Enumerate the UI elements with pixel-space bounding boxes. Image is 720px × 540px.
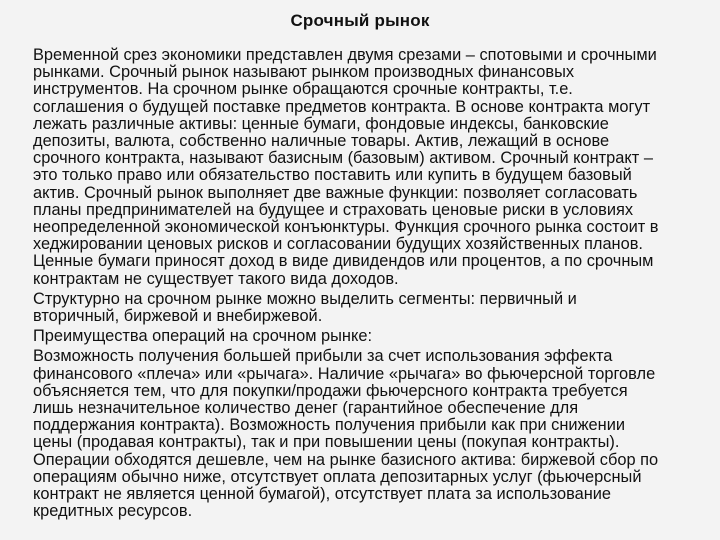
text-line: это только право или обязательство поставить или купить в будущем базовый — [33, 166, 632, 185]
slide-body — [33, 47, 715, 523]
text-line: Временной срез экономики представлен двумя срезами – спотовыми и срочными — [33, 46, 657, 64]
text-line: Возможность получения большей прибыли за счет использования эффекта — [33, 347, 613, 366]
text-line: депозиты, валюта, собственно наличные товары. Актив, лежащий в основе — [33, 132, 610, 151]
text-line: контрактам не существует такого вида доходов. — [33, 269, 399, 288]
text-line: планы предпринимателей на будущее и страховать ценовые риски в условиях — [33, 200, 634, 219]
text-line: инструментов. На срочном рынке обращаются срочные контракты, т.е. — [33, 80, 573, 99]
text-line: операциям обычно ниже, отсутствует оплата депозитарных услуг (фьючерсный — [33, 467, 642, 486]
text-line: неопределенной экономической конъюнктуры. Функция срочного рынка состоит в — [33, 218, 659, 237]
paragraph — [33, 348, 715, 520]
text-line: лежать различные активы: ценные бумаги, фондовые индексы, банковские — [33, 114, 609, 133]
paragraph — [33, 47, 715, 288]
text-line: Структурно на срочном рынке можно выделить сегменты: первичный и — [33, 289, 577, 308]
text-line: поддержания контракта). Возможность получения прибыли как при снижении — [33, 416, 626, 435]
text-line: рынками. Срочный рынок называют рынком производных финансовых — [33, 63, 575, 82]
text-line: актив. Срочный рынок выполняет две важные функции: позволяет согласовать — [33, 183, 638, 202]
text-line: контракт не является ценной бумагой), отсутствует плата за использование — [33, 485, 612, 504]
paragraph — [33, 328, 715, 345]
text-line: вторичный, биржевой и внебиржевой. — [33, 307, 323, 326]
text-line: финансового «плеча» или «рычага». Наличие «рычага» во фьючерсной торговле — [33, 364, 656, 383]
text-line: Преимущества операций на срочном рынке: — [33, 327, 373, 346]
text-line: Ценные бумаги приносят доход в виде дивидендов или процентов, а по срочным — [33, 252, 654, 271]
text-line: кредитных ресурсов. — [33, 502, 193, 521]
text-line: лишь незначительное количество денег (гарантийное обеспечение для — [33, 399, 579, 418]
text-line: объясняется тем, что для покупки/продажи фьючерсного контракта требуется — [33, 381, 628, 400]
text-line: Операции обходятся дешевле, чем на рынке базисного актива: биржевой сбор по — [33, 450, 659, 469]
text-line: цены (продавая контракты), так и при повышении цены (покупая контракты). — [33, 433, 620, 452]
text-line: хеджировании ценовых рисков и согласовании будущих хозяйственных планов. — [33, 235, 643, 254]
text-line: соглашения о будущей поставке предметов контракта. В основе контракта могут — [33, 97, 651, 116]
paragraph — [33, 291, 715, 325]
slide-title: Срочный рынок — [290, 11, 430, 30]
text-line: срочного контракта, называют базисным (базовым) активом. Срочный контракт – — [33, 149, 653, 168]
